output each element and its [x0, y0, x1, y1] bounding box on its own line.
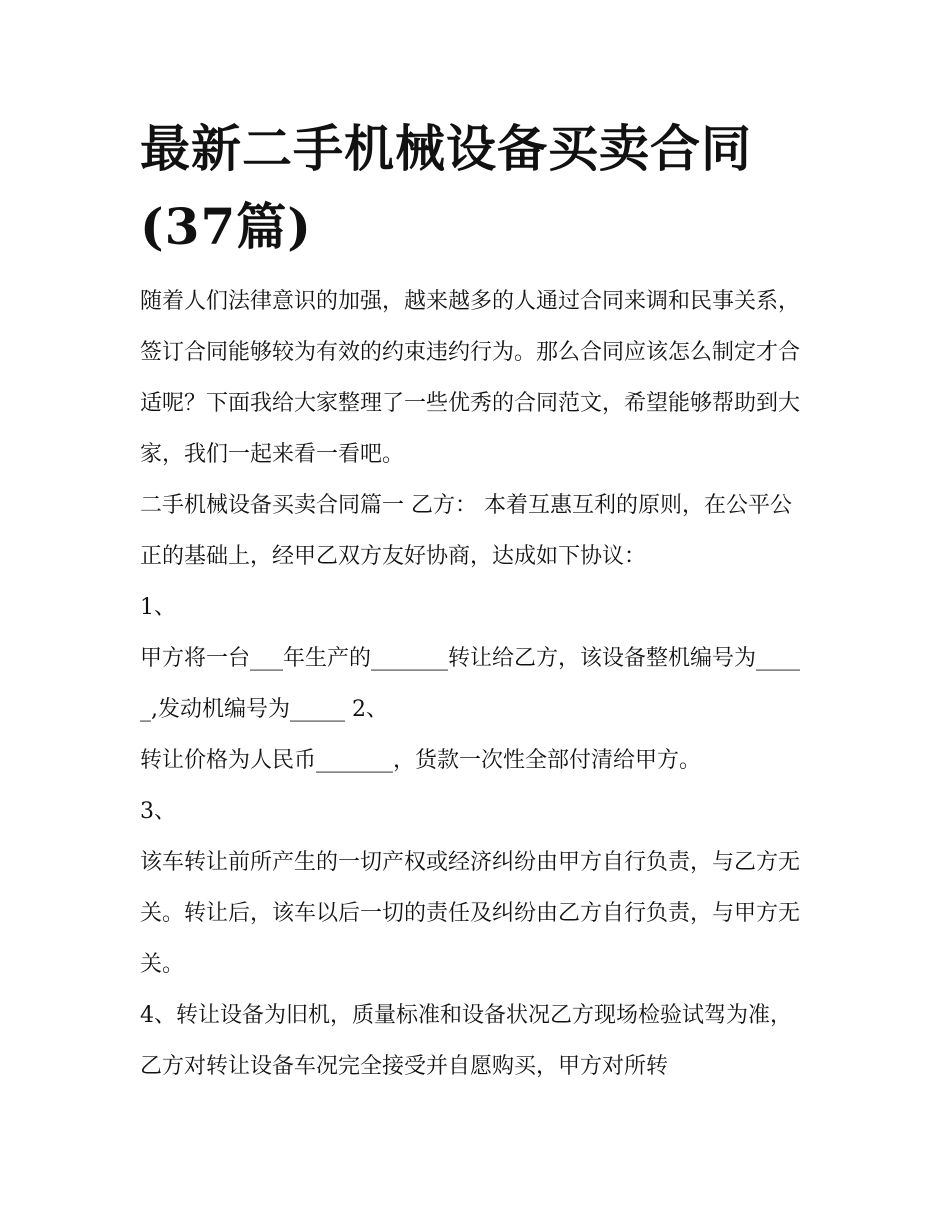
- document-page: [140, 110, 812, 1092]
- clause-1-text: 甲方将一台___年生产的_______转让给乙方，该设备整机编号为_____,发动机编号为_____ 2、: [140, 646, 801, 722]
- clause-number-3: 3、: [140, 799, 176, 824]
- contract-preamble: 二手机械设备买卖合同篇一 乙方： 本着互惠互利的原则，在公平公正的基础上，经甲乙双方友好协商，达成如下协议：: [140, 493, 792, 569]
- clause-3-text: 该车转让前所产生的一切产权或经济纠纷由甲方自行负责，与乙方无关。转让后，该车以后一切的责任及纠纷由乙方自行负责，与甲方无关。: [140, 850, 801, 977]
- clause-4-text: 4、转让设备为旧机，质量标准和设备状况乙方现场检验试驾为准，乙方对转让设备车况完全接受并自愿购买，甲方对所转: [140, 1003, 792, 1079]
- clause-2-text: 转让价格为人民币_______，货款一次性全部付清给甲方。: [140, 748, 702, 773]
- document-title: 最新二手机械设备买卖合同(37篇): [140, 119, 752, 256]
- intro-paragraph: 随着人们法律意识的加强，越来越多的人通过合同来调和民事关系，签订合同能够较为有效的约束违约行为。那么合同应该怎么制定才合适呢？下面我给大家整理了一些优秀的合同范文，希望能够帮助到大家，我们一起来看一看吧。: [140, 289, 801, 467]
- clause-number-1: 1、: [140, 595, 176, 620]
